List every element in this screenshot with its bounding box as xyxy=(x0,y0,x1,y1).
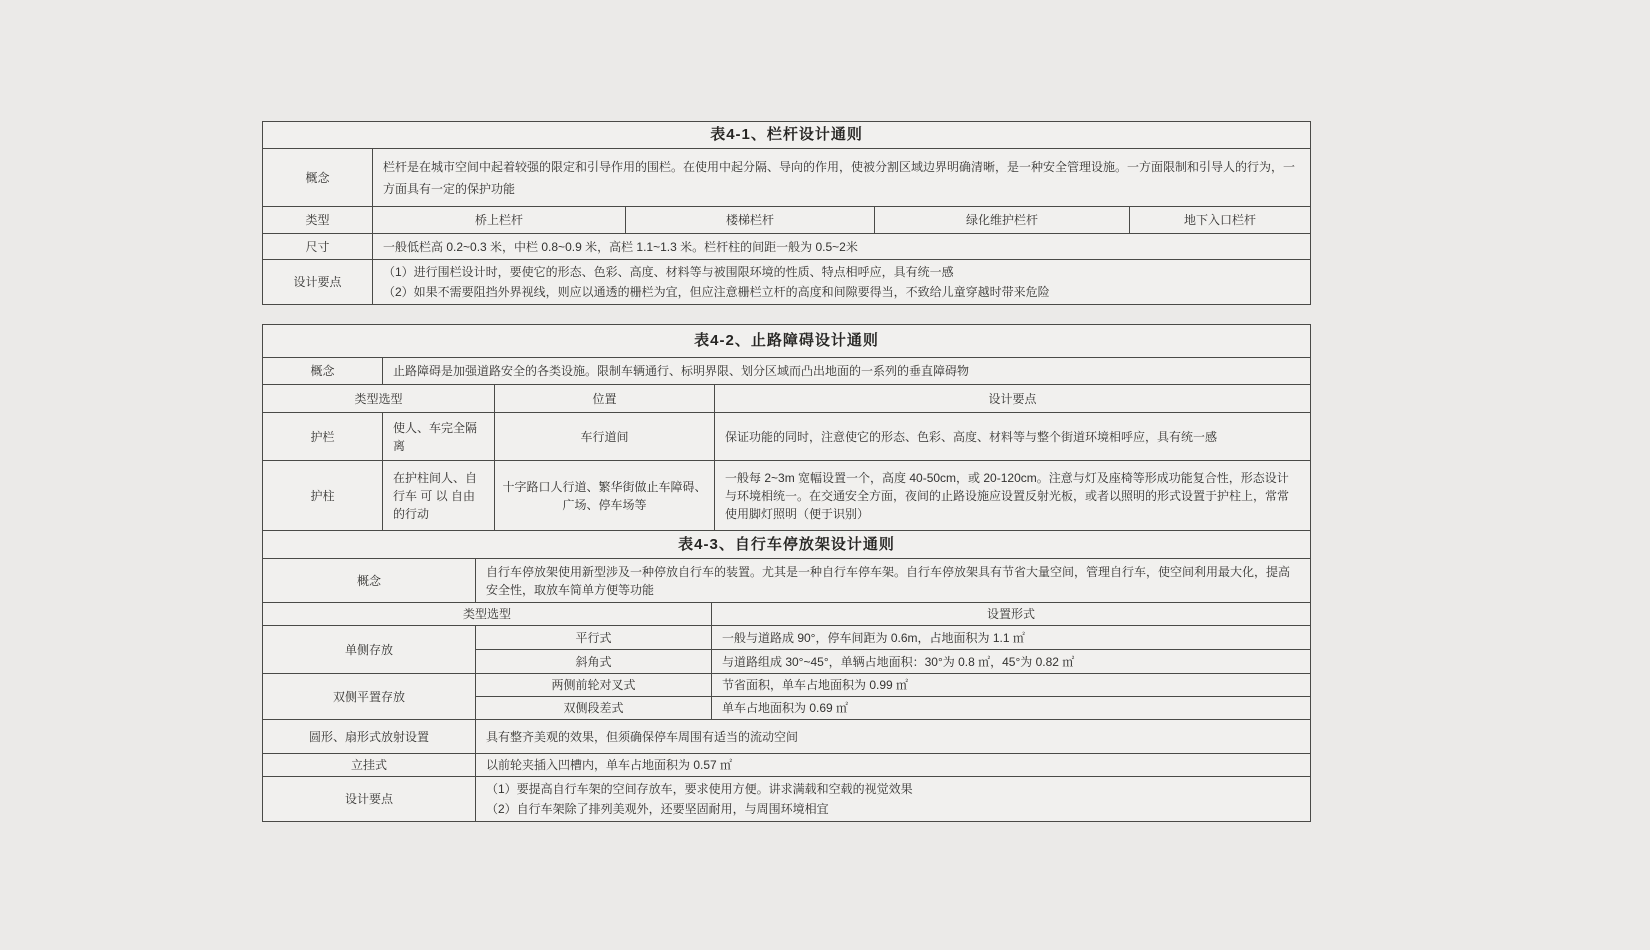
type-cell: 地下入口栏杆 xyxy=(1130,207,1311,234)
barrier-name: 护柱 xyxy=(263,461,383,531)
concept-text: 栏杆是在城市空间中起着较强的限定和引导作用的围栏。在使用中起分隔、导向的作用，使被分割区域边界明确清晰，是一种安全管理设施。一方面限制和引导人的行为，一方面具有一定的保护功能 xyxy=(373,149,1311,207)
design-point-line: （1）进行围栏设计时，要使它的形态、色彩、高度、材料等与被围限环境的性质、特点相呼应，具有统一感 xyxy=(383,265,954,279)
column-header-form: 设置形式 xyxy=(712,603,1311,626)
barrier-points: 一般每 2~3m 宽幅设置一个，高度 40-50cm，或 20-120cm。注意与灯及座椅等形成功能复合性，形态设计与环境相统一。在交通安全方面，夜间的止路设施应设置反射光板，或者以照明的形式设置于护柱上，常常使用脚灯照明（便于识别） xyxy=(715,461,1311,531)
concept-text: 止路障碍是加强道路安全的各类设施。限制车辆通行、标明界限、划分区域而凸出地面的一系列的垂直障碍物 xyxy=(383,358,1311,385)
column-header-points: 设计要点 xyxy=(715,385,1311,413)
design-point-line: （1）要提高自行车架的空间存放车，要求使用方便。讲求满载和空载的视觉效果 xyxy=(486,782,913,796)
design-points-cell xyxy=(373,260,1311,305)
row-label-design-points: 设计要点 xyxy=(263,260,373,305)
type-cell: 楼梯栏杆 xyxy=(626,207,875,234)
row-label-concept: 概念 xyxy=(263,149,373,207)
storage-group: 单侧存放 xyxy=(263,626,476,674)
table-gap xyxy=(262,305,1310,324)
barrier-type: 使人、车完全隔离 xyxy=(383,413,495,461)
row-label-size: 尺寸 xyxy=(263,234,373,260)
row-label-design-points: 设计要点 xyxy=(263,777,476,822)
size-text: 一般低栏高 0.2~0.3 米，中栏 0.8~0.9 米，高栏 1.1~1.3 米。栏杆柱的间距一般为 0.5~2米 xyxy=(373,234,1311,260)
storage-form: 节省面积，单车占地面积为 0.99 ㎡ xyxy=(712,674,1311,697)
storage-style: 两侧前轮对叉式 xyxy=(476,674,712,697)
table-4-1-title: 表4-1、栏杆设计通则 xyxy=(263,122,1311,149)
type-cell: 桥上栏杆 xyxy=(373,207,626,234)
row-label-type: 类型 xyxy=(263,207,373,234)
barrier-type: 在护柱间人、自行车 可 以 自由的行动 xyxy=(383,461,495,531)
storage-form: 一般与道路成 90°，停车间距为 0.6m，占地面积为 1.1 ㎡ xyxy=(712,626,1311,650)
document-content xyxy=(262,121,1310,822)
column-header-type: 类型选型 xyxy=(263,385,495,413)
storage-form: 单车占地面积为 0.69 ㎡ xyxy=(712,697,1311,720)
row-label-concept: 概念 xyxy=(263,358,383,385)
concept-text: 自行车停放架使用新型涉及一种停放自行车的装置。尤其是一种自行车停车架。自行车停放架具有节省大量空间，管理自行车，使空间利用最大化，提高安全性，取放车简单方便等功能 xyxy=(476,559,1311,603)
barrier-position: 车行道间 xyxy=(495,413,715,461)
table-4-2 xyxy=(262,324,1311,531)
column-header-type: 类型选型 xyxy=(263,603,712,626)
design-points-cell xyxy=(476,777,1311,822)
barrier-points: 保证功能的同时，注意使它的形态、色彩、高度、材料等与整个街道环境相呼应，具有统一感 xyxy=(715,413,1311,461)
design-point-line: （2）如果不需要阻挡外界视线，则应以通透的栅栏为宜，但应注意栅栏立杆的高度和间隙要得当，不致给儿童穿越时带来危险 xyxy=(383,285,1050,299)
storage-group: 立挂式 xyxy=(263,754,476,777)
storage-description: 具有整齐美观的效果，但须确保停车周围有适当的流动空间 xyxy=(476,720,1311,754)
storage-group: 圆形、扇形式放射设置 xyxy=(263,720,476,754)
table-row xyxy=(263,461,1311,531)
design-point-line: （2）自行车架除了排列美观外，还要坚固耐用，与周围环境相宜 xyxy=(486,802,829,816)
column-header-position: 位置 xyxy=(495,385,715,413)
table-row xyxy=(263,754,1311,777)
type-cell: 绿化维护栏杆 xyxy=(875,207,1130,234)
table-row xyxy=(263,674,1311,697)
storage-form: 与道路组成 30°~45°，单辆占地面积：30°为 0.8 ㎡，45°为 0.82 ㎡ xyxy=(712,650,1311,674)
table-row xyxy=(263,626,1311,650)
storage-style: 斜角式 xyxy=(476,650,712,674)
table-row xyxy=(263,413,1311,461)
barrier-name: 护栏 xyxy=(263,413,383,461)
table-row xyxy=(263,720,1311,754)
storage-style: 双侧段差式 xyxy=(476,697,712,720)
table-4-1 xyxy=(262,121,1311,305)
table-4-2-title: 表4-2、止路障碍设计通则 xyxy=(263,325,1311,358)
storage-description: 以前轮夹插入凹槽内，单车占地面积为 0.57 ㎡ xyxy=(476,754,1311,777)
storage-style: 平行式 xyxy=(476,626,712,650)
storage-group: 双侧平置存放 xyxy=(263,674,476,720)
table-4-3 xyxy=(262,530,1311,822)
table-4-3-title: 表4-3、自行车停放架设计通则 xyxy=(263,531,1311,559)
barrier-position: 十字路口人行道、繁华街做止车障碍、广场、停车场等 xyxy=(495,461,715,531)
row-label-concept: 概念 xyxy=(263,559,476,603)
